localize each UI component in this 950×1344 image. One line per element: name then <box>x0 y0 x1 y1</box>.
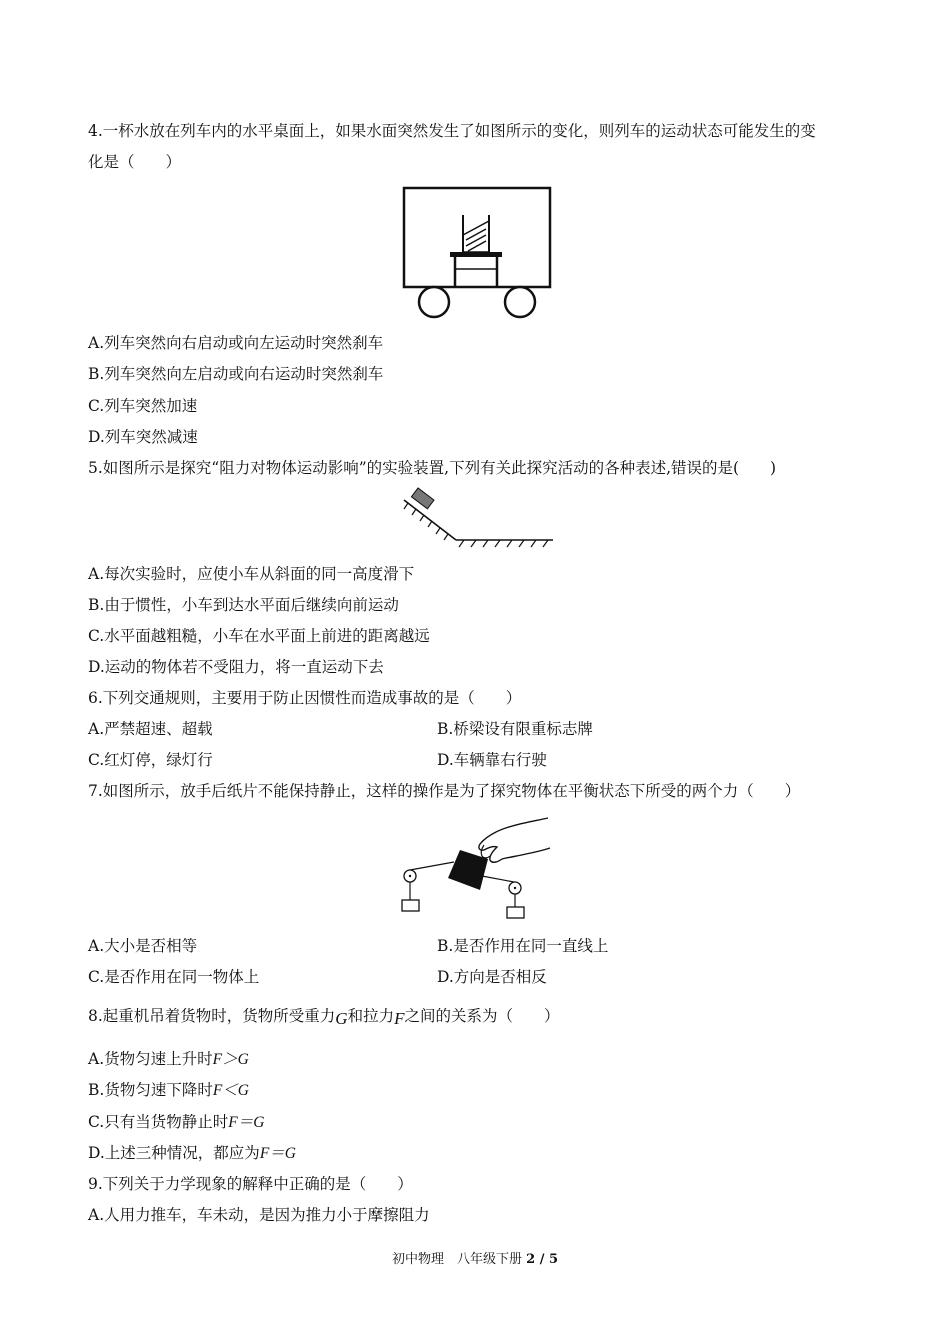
q5-option-b: B.由于惯性，小车到达水平面后继续向前运动 <box>88 596 399 614</box>
q8-option-b-expr: F＜G <box>212 1082 249 1099</box>
q4-option-d: D.列车突然减速 <box>88 428 198 446</box>
q6-option-b: B.桥梁设有限重标志牌 <box>437 720 593 738</box>
q4-option-c: C.列车突然加速 <box>88 397 198 415</box>
q6-option-a: A.严禁超速、超载 <box>88 720 213 738</box>
q9-stem: 9.下列关于力学现象的解释中正确的是（ ） <box>88 1175 413 1193</box>
q7-option-a: A.大小是否相等 <box>88 937 198 955</box>
page-number: 2 / 5 <box>526 1252 559 1267</box>
q8-stem-part-a: 8.起重机吊着货物时，货物所受重力 <box>88 1007 336 1025</box>
q5-option-c: C.水平面越粗糙，小车在水平面上前进的距离越远 <box>88 627 430 645</box>
q8-stem <box>88 1006 560 1026</box>
q4-stem-line1: 4.一杯水放在列车内的水平桌面上，如果水面突然发生了如图所示的变化，则列车的运动状态可能发生的变 <box>88 122 816 140</box>
q8-option-b-text: B.货物匀速下降时 <box>88 1081 213 1099</box>
q6-option-c: C.红灯停，绿灯行 <box>88 751 213 769</box>
q6-stem: 6.下列交通规则，主要用于防止因惯性而造成事故的是（ ） <box>88 689 522 707</box>
q8-option-a-text: A.货物匀速上升时 <box>88 1050 213 1068</box>
q8-option-c <box>88 1112 264 1133</box>
page-footer <box>0 1248 950 1267</box>
q8-option-d-expr: F＝G <box>259 1145 296 1162</box>
q8-stem-part-c: 之间的关系为（ ） <box>404 1007 560 1025</box>
q5-stem: 5.如图所示是探究“阻力对物体运动影响”的实验装置,下列有关此探究活动的各种表述,错误的是( ) <box>88 459 777 477</box>
q7-option-d: D.方向是否相反 <box>437 968 547 986</box>
q4-option-b: B.列车突然向左启动或向右运动时突然刹车 <box>88 365 384 383</box>
incline-figure <box>396 486 556 550</box>
q8-stem-part-b: 和拉力 <box>347 1007 395 1025</box>
q8-option-c-text: C.只有当货物静止时 <box>88 1113 229 1131</box>
q8-option-d-text: D.上述三种情况，都应为 <box>88 1144 260 1162</box>
q8-var-g: G <box>335 1009 348 1028</box>
q8-option-a <box>88 1049 249 1070</box>
q5-option-a: A.每次实验时，应使小车从斜面的同一高度滑下 <box>88 565 415 583</box>
q8-option-d <box>88 1143 296 1164</box>
q8-var-f: F <box>394 1009 405 1028</box>
q8-option-b <box>88 1080 249 1101</box>
train-cup-figure <box>400 185 555 323</box>
q9-option-a: A.人用力推车，车未动，是因为推力小于摩擦阻力 <box>88 1206 430 1224</box>
footer-text: 初中物理 八年级下册 <box>391 1252 522 1267</box>
paper-pulley-figure <box>398 812 556 920</box>
q6-option-d: D.车辆靠右行驶 <box>437 751 547 769</box>
q4-option-a: A.列车突然向右启动或向左运动时突然刹车 <box>88 334 384 352</box>
q5-option-d: D.运动的物体若不受阻力，将一直运动下去 <box>88 658 384 676</box>
q8-option-c-expr: F＝G <box>228 1114 265 1131</box>
q4-stem-line2: 化是（ ） <box>88 153 182 171</box>
q7-option-b: B.是否作用在同一直线上 <box>437 937 609 955</box>
q8-option-a-expr: F＞G <box>212 1051 249 1068</box>
q7-option-c: C.是否作用在同一物体上 <box>88 968 260 986</box>
q7-stem: 7.如图所示，放手后纸片不能保持静止，这样的操作是为了探究物体在平衡状态下所受的两个力（ ） <box>88 782 801 800</box>
